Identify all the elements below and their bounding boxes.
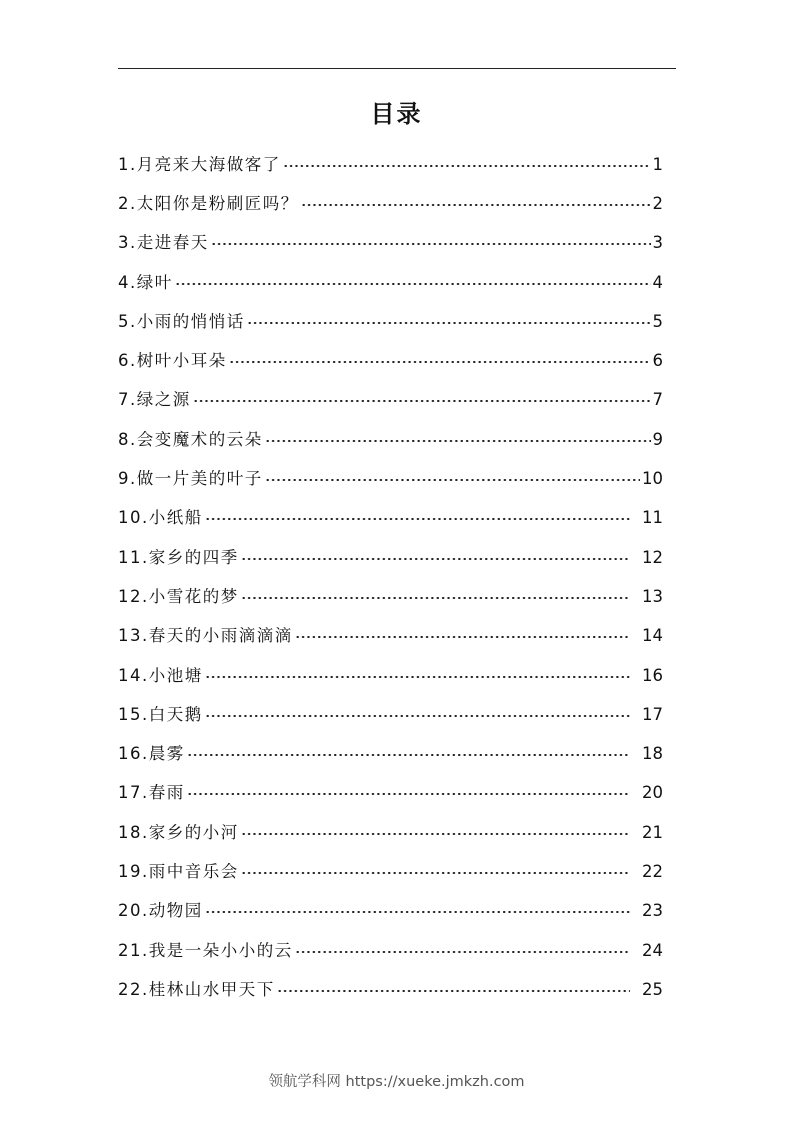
dot-leader [295, 951, 630, 953]
toc-entry-page: 23 [642, 901, 663, 921]
toc-entry-2[interactable] [118, 184, 663, 223]
page-title: 目录 [370, 100, 423, 128]
toc-entry-9[interactable] [118, 459, 663, 498]
toc-entry-17[interactable] [118, 774, 663, 813]
toc-entry-label: 12.小雪花的梦 [118, 586, 239, 606]
toc-entry-page: 6 [652, 351, 663, 371]
toc-entry-page: 24 [642, 940, 663, 960]
toc-entry-19[interactable] [118, 852, 663, 891]
toc-entry-page: 9 [652, 429, 663, 449]
toc-entry-label: 19.雨中音乐会 [118, 861, 239, 881]
toc-entry-11[interactable] [118, 538, 663, 577]
toc-entry-page: 12 [642, 547, 663, 567]
toc-entry-8[interactable] [118, 420, 663, 459]
toc-entry-label: 8.会变魔术的云朵 [118, 429, 263, 449]
dot-leader [283, 165, 651, 167]
toc-entry-page: 3 [652, 233, 663, 253]
dot-leader [175, 283, 651, 285]
toc-entry-21[interactable] [118, 931, 663, 970]
toc-entry-page: 21 [642, 822, 663, 842]
toc-entry-page: 11 [642, 508, 663, 528]
toc-entry-label: 5.小雨的悄悄话 [118, 311, 245, 331]
dot-leader [277, 990, 630, 992]
dot-leader [193, 400, 651, 402]
toc-entry-16[interactable] [118, 734, 663, 773]
toc-entry-label: 11.家乡的四季 [118, 547, 239, 567]
toc-entry-page: 1 [652, 154, 663, 174]
toc-entry-label: 18.家乡的小河 [118, 822, 239, 842]
toc-entry-page: 4 [652, 272, 663, 292]
dot-leader [265, 440, 651, 442]
toc-entry-3[interactable] [118, 224, 663, 263]
toc-entry-20[interactable] [118, 892, 663, 931]
toc-entry-10[interactable] [118, 499, 663, 538]
dot-leader [301, 204, 651, 206]
dot-leader [295, 636, 630, 638]
dot-leader [187, 754, 630, 756]
toc-entry-label: 3.走进春天 [118, 233, 209, 253]
toc-entry-label: 17.春雨 [118, 783, 185, 803]
toc-entry-page: 14 [642, 626, 663, 646]
toc-entry-13[interactable] [118, 617, 663, 656]
dot-leader [265, 479, 640, 481]
toc-entry-page: 16 [642, 665, 663, 685]
toc-entry-7[interactable] [118, 381, 663, 420]
footer-watermark: 领航学科网 https://xueke.jmkzh.com [268, 1074, 525, 1090]
table-of-contents [118, 145, 663, 1010]
dot-leader [241, 872, 630, 874]
toc-entry-label: 9.做一片美的叶子 [118, 469, 263, 489]
toc-entry-page: 18 [642, 744, 663, 764]
toc-entry-page: 20 [642, 783, 663, 803]
toc-entry-1[interactable] [118, 145, 663, 184]
toc-entry-label: 10.小纸船 [118, 508, 203, 528]
toc-entry-18[interactable] [118, 813, 663, 852]
toc-entry-label: 1.月亮来大海做客了 [118, 154, 281, 174]
toc-entry-label: 6.树叶小耳朵 [118, 351, 227, 371]
toc-entry-page: 5 [652, 311, 663, 331]
toc-entry-label: 16.晨雾 [118, 744, 185, 764]
toc-entry-15[interactable] [118, 695, 663, 734]
toc-entry-page: 25 [642, 979, 663, 999]
toc-entry-label: 22.桂林山水甲天下 [118, 979, 275, 999]
toc-entry-12[interactable] [118, 577, 663, 616]
dot-leader [241, 833, 630, 835]
dot-leader [205, 676, 630, 678]
dot-leader [187, 793, 630, 795]
toc-entry-label: 13.春天的小雨滴滴滴 [118, 626, 293, 646]
dot-leader [241, 558, 630, 560]
dot-leader [247, 322, 651, 324]
toc-entry-4[interactable] [118, 263, 663, 302]
dot-leader [205, 715, 630, 717]
toc-entry-5[interactable] [118, 302, 663, 341]
dot-leader [211, 243, 651, 245]
dot-leader [205, 911, 630, 913]
toc-entry-page: 17 [642, 704, 663, 724]
header-rule [118, 68, 676, 69]
toc-entry-page: 10 [642, 469, 663, 489]
toc-entry-label: 2.太阳你是粉刷匠吗？ [118, 193, 299, 213]
toc-entry-14[interactable] [118, 656, 663, 695]
toc-entry-label: 7.绿之源 [118, 390, 191, 410]
toc-entry-page: 7 [652, 390, 663, 410]
toc-entry-6[interactable] [118, 341, 663, 380]
dot-leader [241, 597, 630, 599]
toc-entry-page: 13 [642, 586, 663, 606]
toc-entry-22[interactable] [118, 970, 663, 1009]
dot-leader [205, 518, 630, 520]
toc-entry-page: 22 [642, 861, 663, 881]
toc-entry-label: 15.白天鹅 [118, 704, 203, 724]
toc-entry-label: 4.绿叶 [118, 272, 173, 292]
toc-entry-label: 20.动物园 [118, 901, 203, 921]
toc-entry-label: 21.我是一朵小小的云 [118, 940, 293, 960]
dot-leader [229, 361, 651, 363]
toc-entry-page: 2 [652, 193, 663, 213]
toc-entry-label: 14.小池塘 [118, 665, 203, 685]
